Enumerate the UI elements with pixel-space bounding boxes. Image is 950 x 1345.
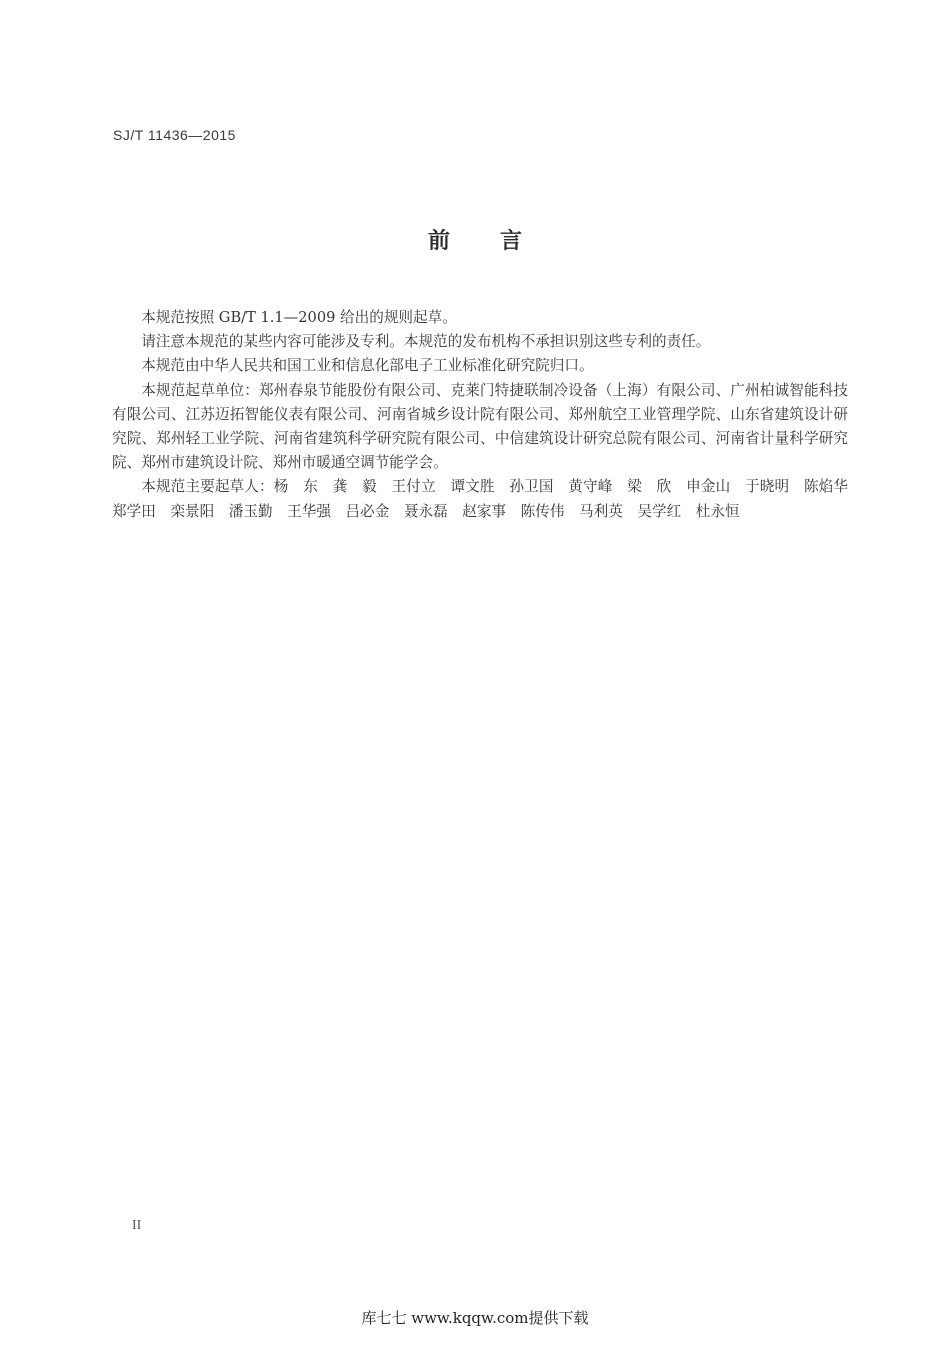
standard-number: SJ/T 11436—2015 [113, 127, 236, 143]
page-title: 前言 [427, 229, 572, 254]
foreword-body [112, 306, 863, 524]
page-number: II [132, 1218, 142, 1233]
paragraph-drafting-units: 本规范起草单位：郑州春泉节能股份有限公司、克莱门特捷联制冷设备（上海）有限公司、广州柏诚智能科技有限公司、江苏迈拓智能仪表有限公司、河南省城乡设计院有限公司、郑州航空工业管理学院、山东省建筑设计研究院、郑州轻工业学院、河南省建筑科学研究院有限公司、中信建筑设计研究总院有限公司、河南省计量科学研究院、郑州市建筑设计院、郑州市暖通空调节能学会。 [112, 381, 848, 472]
paragraph-patent-notice: 请注意本规范的某些内容可能涉及专利。本规范的发布机构不承担识别这些专利的责任。 [141, 333, 711, 351]
download-footer: 库七七 www.kqqw.com提供下载 [361, 1309, 589, 1327]
paragraph-drafting-rules: 本规范按照 GB/T 1.1—2009 给出的规则起草。 [141, 309, 457, 326]
paragraph-main-drafters: 本规范主要起草人：杨 东 龚 毅 王付立 谭文胜 孙卫国 黄守峰 梁 欣 申金山 于晓明 陈焰华 郑学田 栾景阳 潘玉勤 王华强 吕必金 聂永磊 赵家事 陈传伟 马利英 吴学红 杜永恒 [112, 478, 863, 520]
paragraph-responsible-body: 本规范由中华人民共和国工业和信息化部电子工业标准化研究院归口。 [141, 357, 594, 375]
